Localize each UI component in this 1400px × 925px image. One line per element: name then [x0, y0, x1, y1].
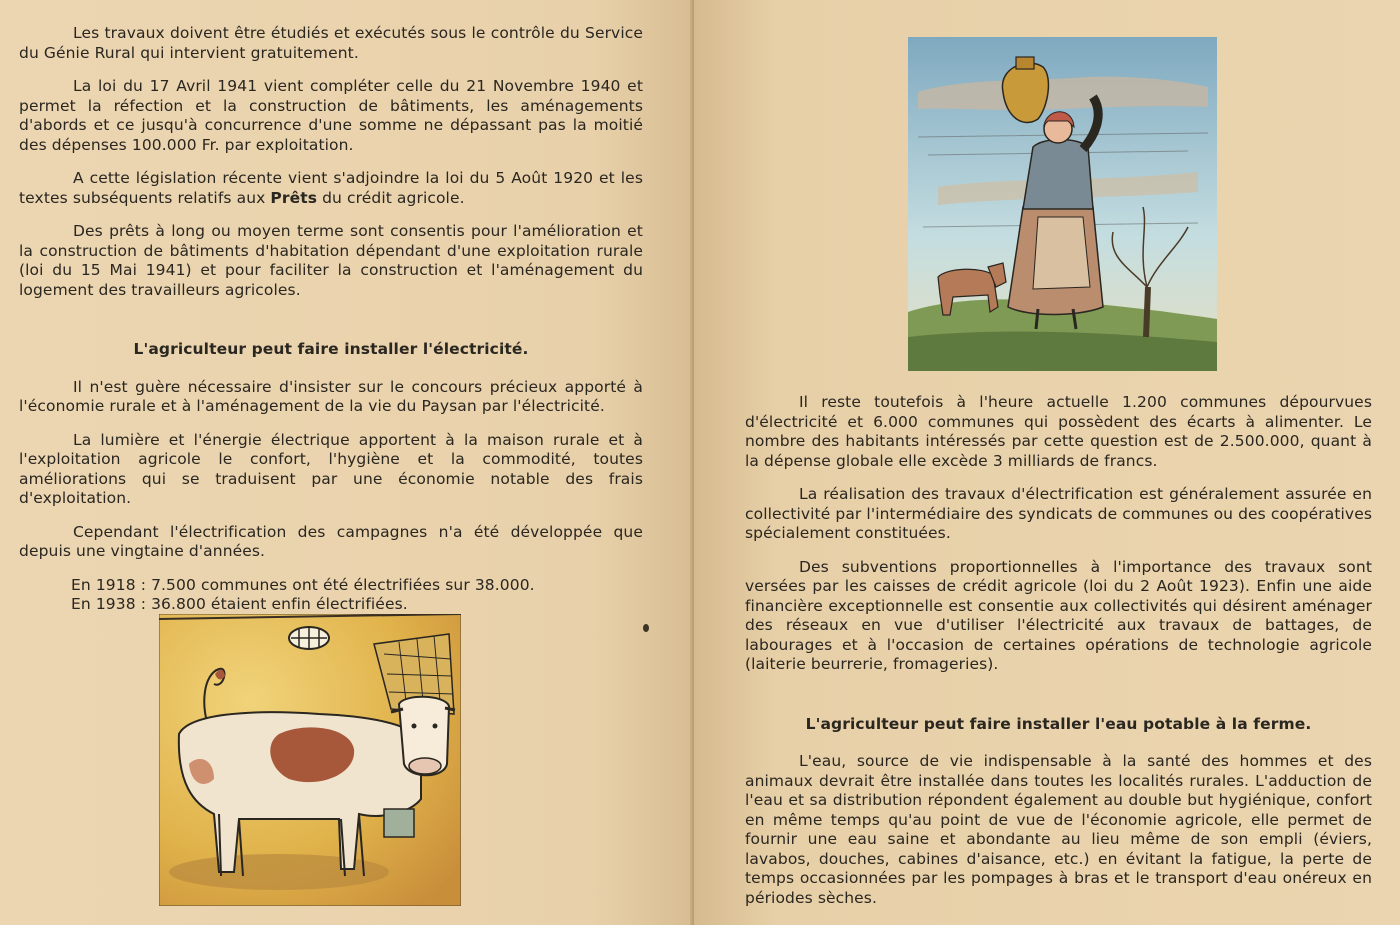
ink-dot	[643, 624, 649, 632]
cow-illustration	[159, 614, 461, 906]
section-heading: L'agriculteur peut faire installer l'eau potable à la ferme.	[805, 714, 1312, 733]
list-item: En 1938 : 36.800 étaient enfin électrifiées.	[71, 595, 408, 613]
paragraph-text: du crédit agricole.	[317, 188, 465, 207]
list-item: En 1918 : 7.500 communes ont été électrifiées sur 38.000.	[71, 575, 535, 594]
paragraph: Il n'est guère nécessaire d'insister sur le concours précieux apporté à l'économie rurale et à l'aménagement de la vie du Paysan par l'électricité.	[19, 377, 643, 415]
woman-drawing	[908, 37, 1217, 371]
paragraph: L'eau, source de vie indispensable à la santé des hommes et des animaux devrait être installée dans toutes les localités rurales. L'adduction de l'eau et sa distribution répondent également au double but hygiénique, confort en même temps qu'au point de vue de l'économie agricole, elle permet de fournir une eau saine et abondante au lieu même de son empli (éviers, lavabos, douches, cabines d'aisance, etc.) en évitant la fatigue, la perte de temps occasionnées par les pompages à bras et le transport d'eau onéreux en périodes sèches.	[745, 752, 1372, 907]
paragraph: La réalisation des travaux d'électrification est généralement assurée en collectivité par l'intermédiaire des syndicats de communes ou des coopératives spécialement constituées.	[745, 485, 1372, 542]
right-page	[694, 0, 1400, 925]
paragraph: Cependant l'électrification des campagnes n'a été développée que depuis une vingtaine d'années.	[19, 522, 643, 560]
cow-drawing	[159, 614, 461, 906]
woman-illustration	[908, 37, 1217, 371]
paragraph: La lumière et l'énergie électrique apportent à la maison rurale et à l'exploitation agricole le confort, l'hygiène et la commodité, toutes améliorations qui se traduisent par une économie notable des frais d'exploitation.	[19, 430, 643, 507]
right-page-text	[745, 393, 1372, 922]
paragraph: La loi du 17 Avril 1941 vient compléter celle du 21 Novembre 1940 et permet la réfection et la construction de bâtiments, les aménagements d'abords et ce jusqu'à concurrence d'une somme ne dépassant pas la moitié des dépenses 100.000 Fr. par exploitation.	[19, 77, 643, 154]
paragraph-text: A cette législation récente vient s'adjoindre la loi du 5 Août 1920 et les textes subséquents relatifs aux	[19, 169, 643, 207]
paragraph: Les travaux doivent être étudiés et exécutés sous le contrôle du Service du Génie Rural qui intervient gratuitement.	[19, 24, 643, 62]
left-page-text	[19, 24, 643, 615]
paragraph: Des subventions proportionnelles à l'importance des travaux sont versées par les caisses de crédit agricole (loi du 2 Août 1923). Enfin une aide financière exceptionnelle est consentie aux collectivités qui désirent aménager des réseaux en vue d'utiliser l'électricité aux travaux de battages, de labourages et à l'occasion de certaines opérations de technologie agricole (laiterie beurrerie, fromageries).	[745, 557, 1372, 673]
left-page	[0, 0, 694, 925]
paragraph	[19, 169, 643, 208]
paragraph: Des prêts à long ou moyen terme sont consentis pour l'amélioration et la construction de bâtiments d'habitation dépendant d'une exploitation rurale (loi du 15 Mai 1941) et pour faciliter la construction et l'aménagement du logement des travailleurs agricoles.	[19, 222, 643, 299]
statistics-list	[19, 576, 643, 615]
section-heading: L'agriculteur peut faire installer l'électricité.	[133, 340, 529, 358]
paragraph: Il reste toutefois à l'heure actuelle 1.200 communes dépourvues d'électricité et 6.000 communes qui possèdent des écarts à alimenter. Le nombre des habitants intéressés par cette question est de 2.500.000, quant à la dépense globale elle excède 3 milliards de francs.	[745, 393, 1372, 470]
bold-term: Prêts	[270, 188, 318, 207]
